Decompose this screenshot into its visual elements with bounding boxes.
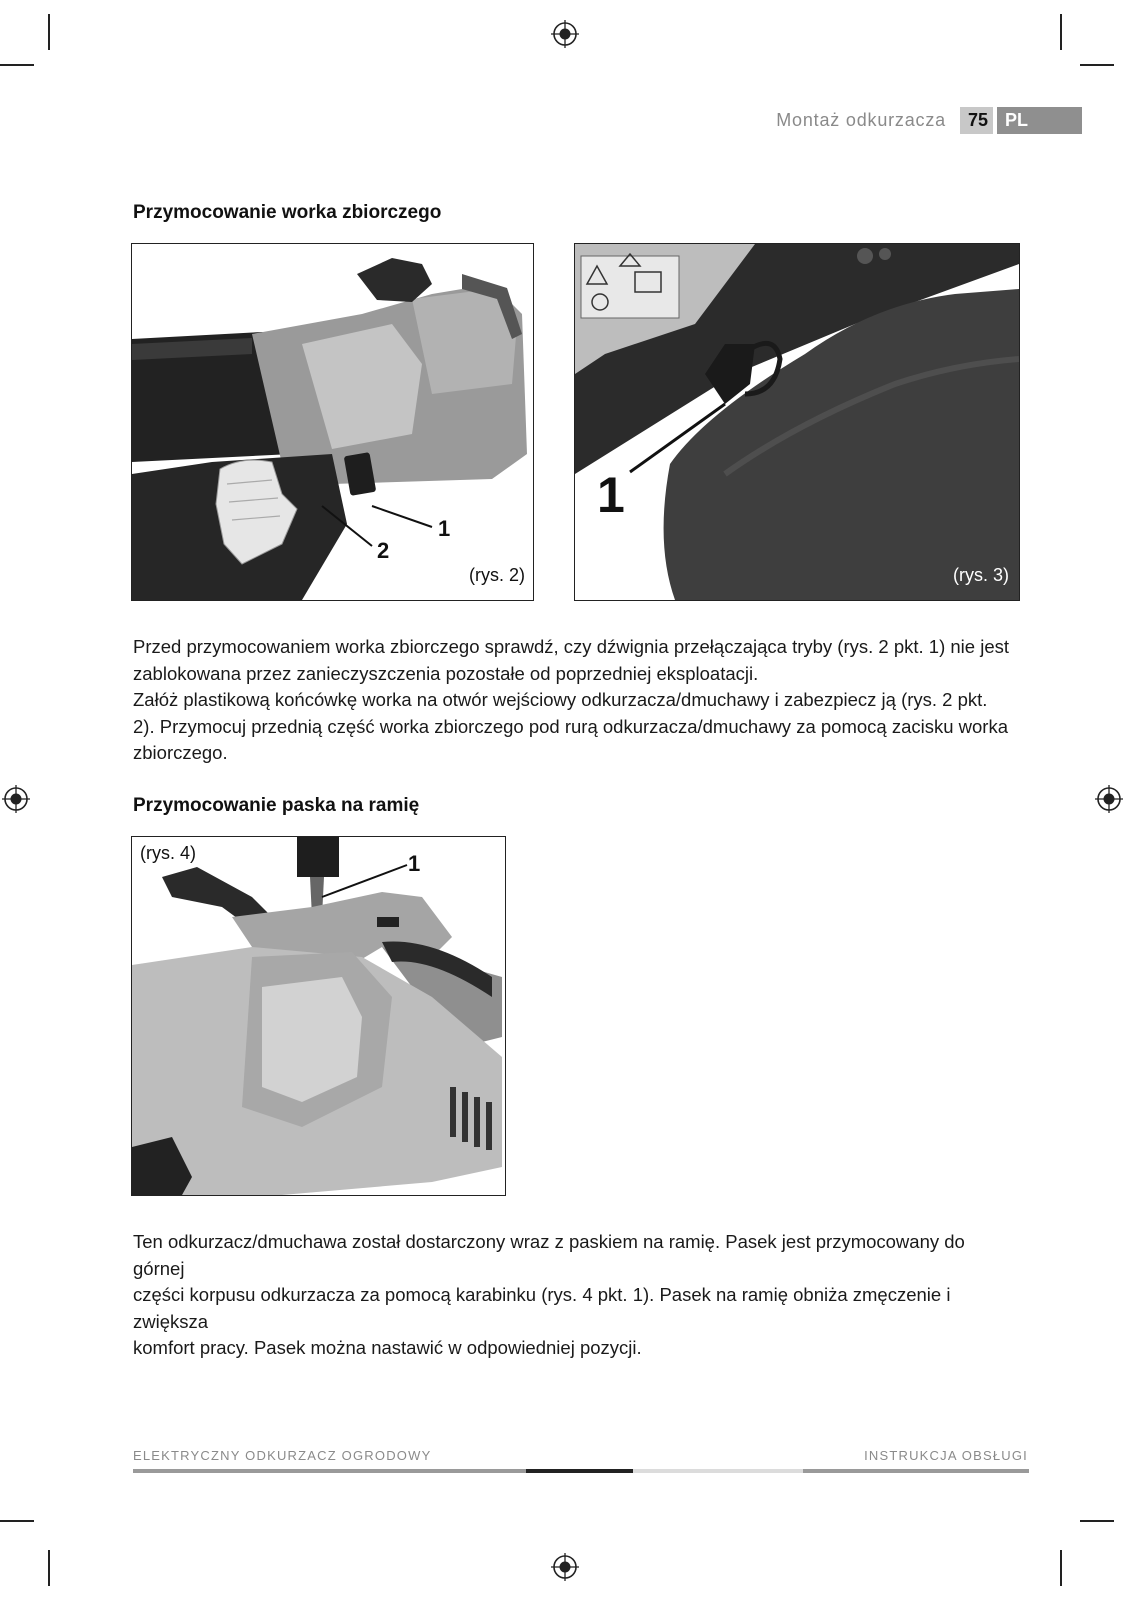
section1-paragraph — [133, 634, 1013, 767]
crop-mark — [0, 1520, 34, 1522]
crop-mark — [1080, 64, 1114, 66]
section2-paragraph — [133, 1229, 1013, 1362]
figure-4 — [131, 836, 506, 1196]
text-line: zbiorczego. — [133, 742, 228, 763]
section-heading-bag: Przymocowanie worka zbiorczego — [133, 202, 442, 223]
registration-mark-icon — [551, 20, 579, 48]
crop-mark — [1080, 1520, 1114, 1522]
crop-mark — [0, 64, 34, 66]
text-line: zablokowana przez zanieczyszczenia pozostałe od poprzedniej eksploatacji. — [133, 662, 759, 684]
callout-number: 2 — [377, 538, 390, 563]
crop-mark — [48, 14, 50, 50]
footer-rule — [526, 1469, 633, 1473]
page-header — [776, 107, 1082, 134]
footer-rule — [133, 1469, 526, 1473]
text-line: Przed przymocowaniem worka zbiorczego sprawdź, czy dźwignia przełączająca tryby (rys. 2 pkt. 1) nie jest — [133, 636, 1009, 657]
footer-manual-label: INSTRUKCJA OBSŁUGI — [864, 1448, 1028, 1463]
crop-mark — [1060, 14, 1062, 50]
registration-mark-icon — [551, 1553, 579, 1581]
section-heading-strap: Przymocowanie paska na ramię — [133, 795, 420, 816]
figure-3-illustration — [575, 244, 1019, 600]
crop-mark — [48, 1550, 50, 1586]
registration-mark-icon — [2, 785, 30, 813]
figure-3 — [574, 243, 1020, 601]
text-line: Załóż plastikową końcówkę worka na otwór wejściowy odkurzacza/dmuchawy i zabezpiecz ją (rys. 2 pkt. — [133, 689, 988, 710]
figure-4-illustration — [132, 837, 505, 1195]
figure-caption: (rys. 3) — [953, 565, 1009, 585]
registration-mark-icon — [1095, 785, 1123, 813]
language-badge: PL — [997, 107, 1082, 134]
crop-mark — [1060, 1550, 1062, 1586]
page-number: 75 — [960, 107, 993, 134]
figure-2 — [131, 243, 534, 601]
footer-rule — [803, 1469, 1029, 1473]
footer-rule — [633, 1469, 803, 1473]
text-line: Ten odkurzacz/dmuchawa został dostarczony wraz z paskiem na ramię. Pasek jest przymocowany do górnej — [133, 1231, 965, 1279]
figure-caption: (rys. 2) — [469, 565, 525, 585]
text-line: części korpusu odkurzacza za pomocą karabinku (rys. 4 pkt. 1). Pasek na ramię obniża zmęczenie i zwiększa — [133, 1284, 951, 1332]
text-line: komfort pracy. Pasek można nastawić w odpowiedniej pozycji. — [133, 1337, 642, 1358]
callout-number: 1 — [408, 851, 421, 876]
header-title: Montaż odkurzacza — [776, 110, 946, 130]
figure-caption: (rys. 4) — [140, 843, 196, 863]
callout-number: 1 — [438, 516, 451, 541]
callout-number: 1 — [597, 467, 625, 523]
text-line: 2). Przymocuj przednią część worka zbiorczego pod rurą odkurzacza/dmuchawy za pomocą zacisku worka — [133, 715, 1009, 737]
footer-product-name: ELEKTRYCZNY ODKURZACZ OGRODOWY — [133, 1448, 432, 1463]
figure-2-illustration — [132, 244, 533, 600]
